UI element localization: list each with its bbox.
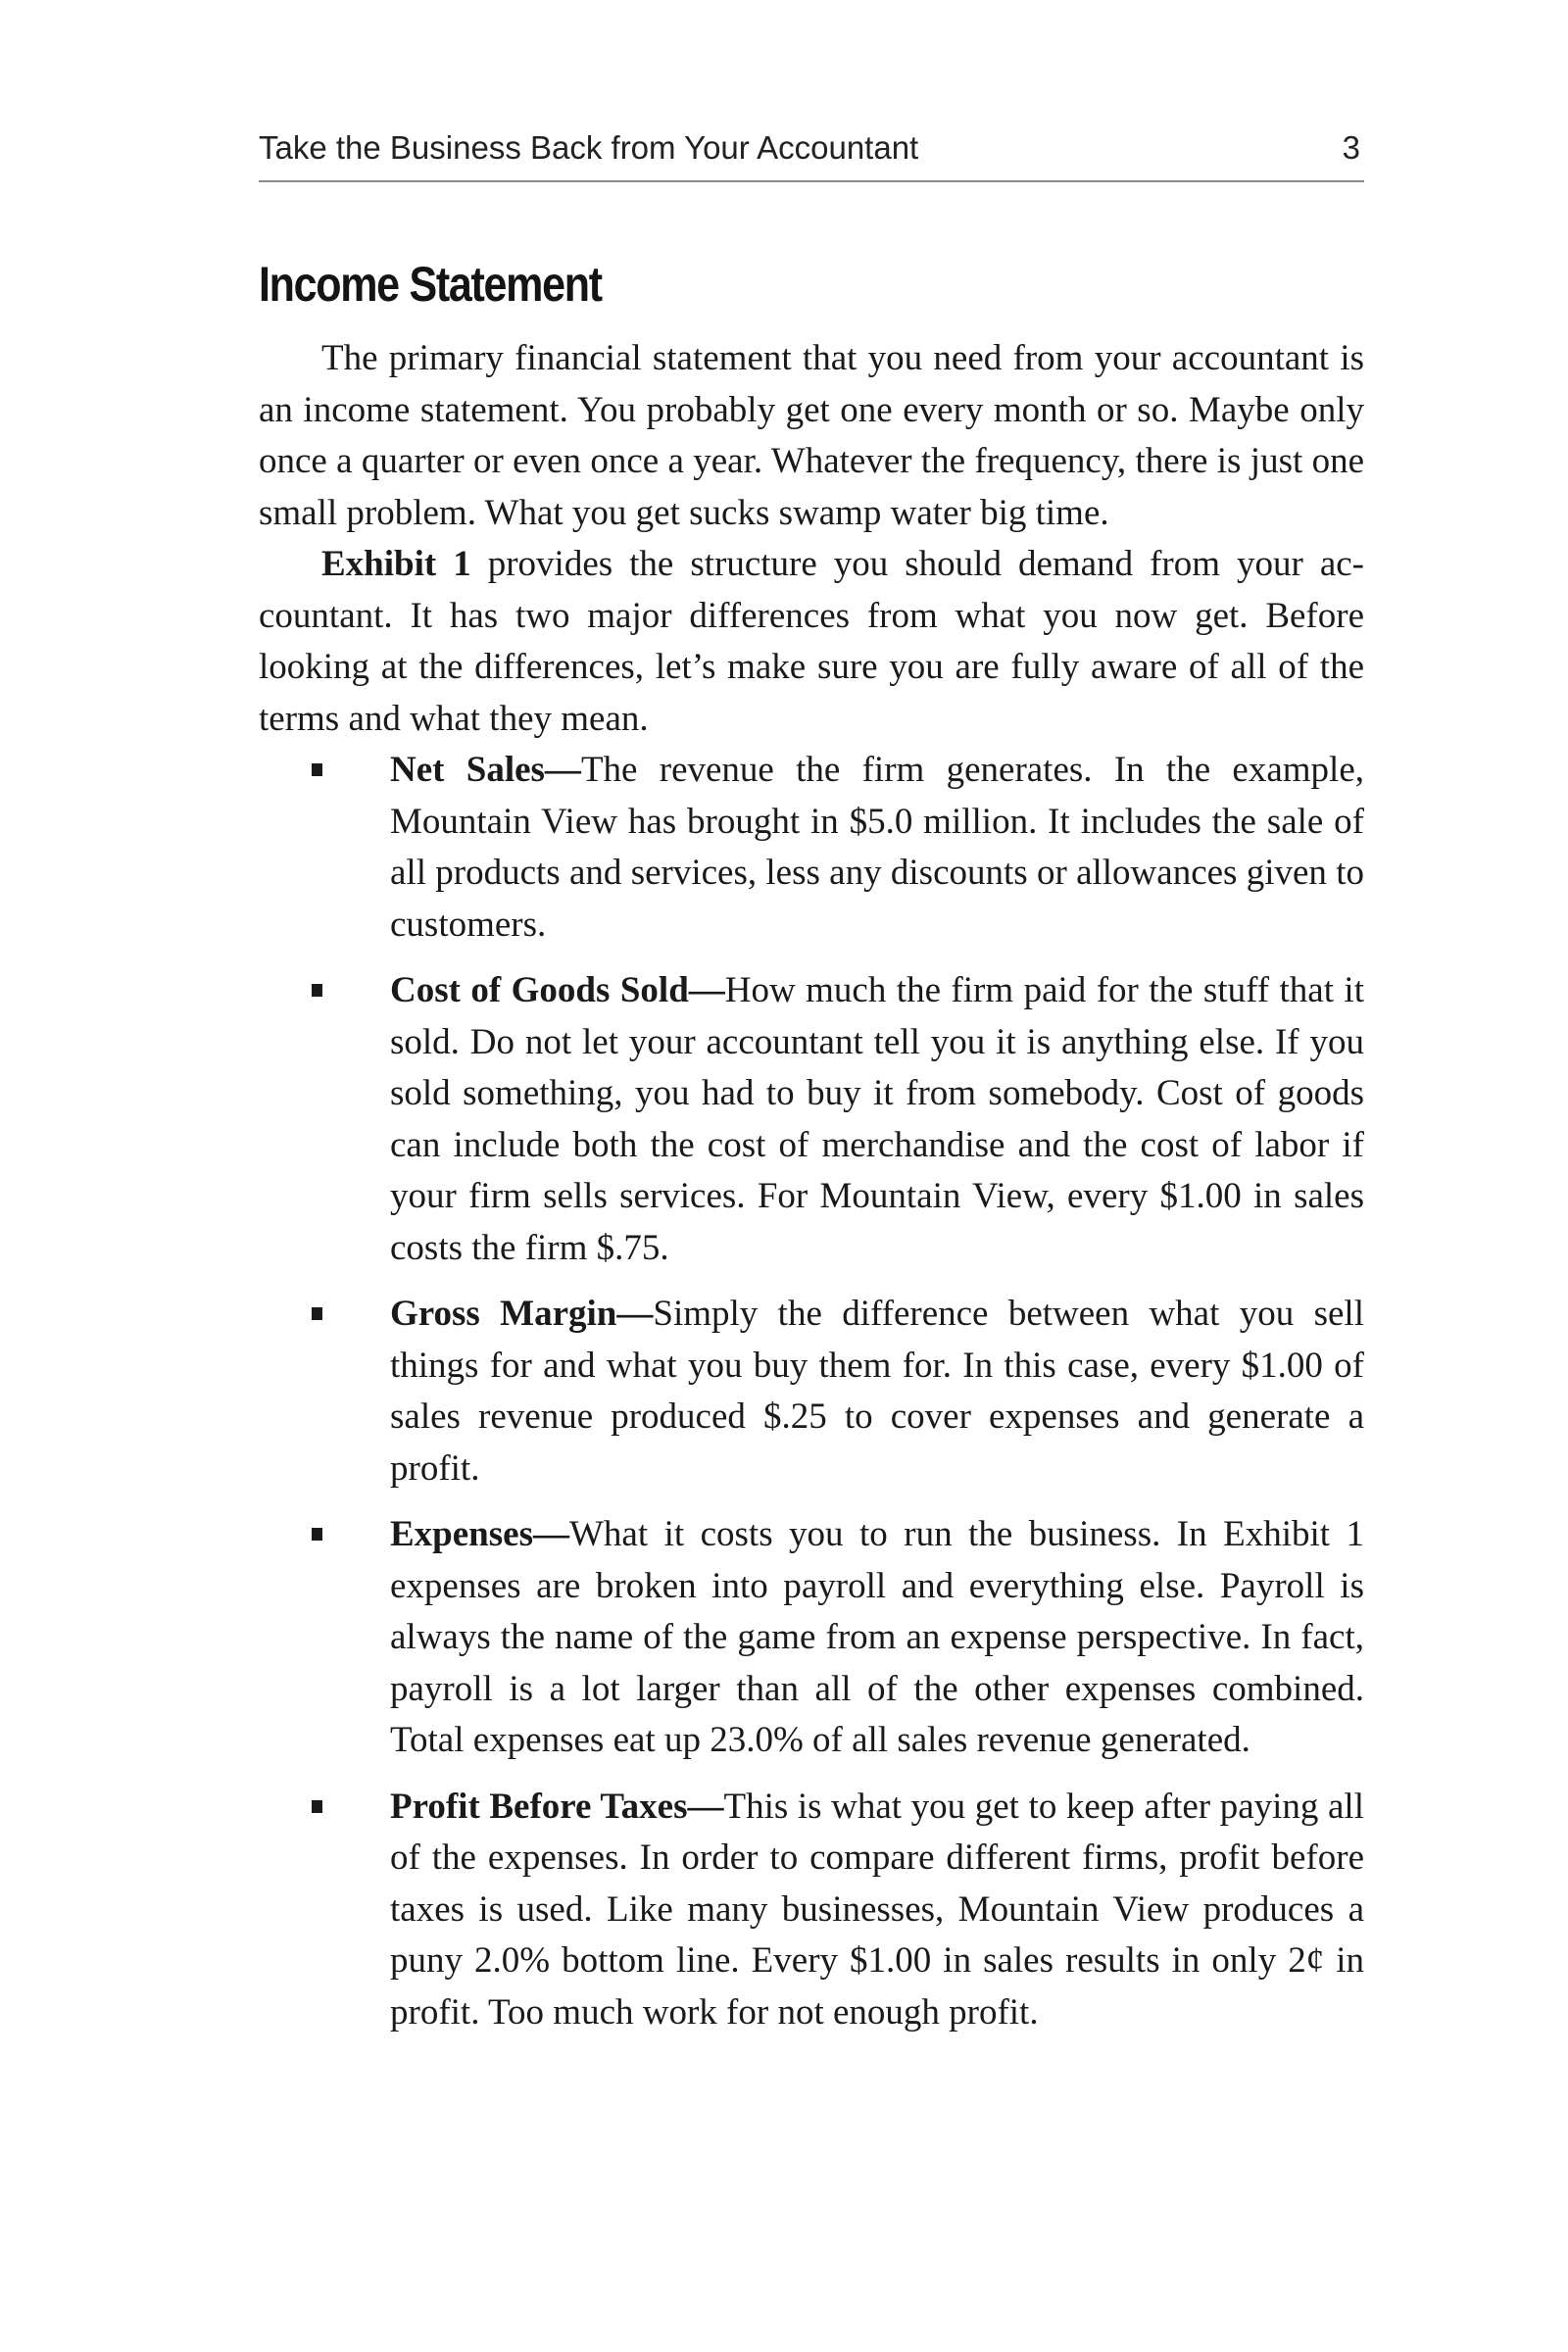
terms-list — [259, 745, 1364, 2038]
list-item-cost-of-goods-sold — [390, 965, 1364, 1274]
term-label: Profit Before Taxes— — [390, 1786, 724, 1827]
term-label: Net Sales— — [390, 750, 581, 790]
term-definition: How much the firm paid for the stuff that it sold. Do not let your accountant tell you it is anything else. If you sold something, you had to buy it from somebody. Cost of goods can include both the cost of merchandise and the cost of labor if your firm sells services. For Mountain View, every $1.00 in sales costs the firm $.75. — [390, 970, 1364, 1268]
list-item-profit-before-taxes — [390, 1782, 1364, 2039]
paragraph-text: provides the structure you should demand from your accountant. It has two major differences from what you now get. Before looking at the differences, let’s make sure you are fully aware of all of the terms and what they mean. — [259, 544, 1364, 739]
square-bullet-icon — [312, 984, 322, 997]
term-label: Cost of Goods Sold— — [390, 970, 725, 1010]
body-text — [259, 333, 1364, 2053]
term-label: Expenses— — [390, 1514, 569, 1554]
square-bullet-icon — [312, 1800, 322, 1813]
square-bullet-icon — [312, 763, 322, 776]
paragraph-exhibit — [259, 539, 1364, 745]
list-item-gross-margin — [390, 1289, 1364, 1494]
term-definition: What it costs you to run the business. In Exhibit 1 expenses are broken into payroll and everything else. Payroll is always the name of the game from an expense perspective. In fact, payroll is a lot larger than all of the other expenses combined. Total expenses eat up 23.0% of all sales revenue generated. — [390, 1514, 1364, 1760]
term-definition: Simply the difference between what you sell things for and what you buy them for. In this case, every $1.00 of sales revenue produced $.25 to cover expenses and generate a profit. — [390, 1294, 1364, 1489]
section-title: Income Statement — [259, 257, 602, 312]
list-item-expenses — [390, 1509, 1364, 1767]
square-bullet-icon — [312, 1307, 322, 1320]
header-rule — [259, 180, 1364, 182]
paragraph-text: The primary financial statement that you need from your accountant is an income statement. You probably get one every month or so. Maybe only once a quarter or even once a year. Whatever the frequency, there is just one small problem. What you get sucks swamp water big time. — [259, 338, 1364, 533]
running-title: Take the Business Back from Your Accountant — [259, 129, 919, 166]
paragraph-intro — [259, 333, 1364, 539]
paragraph-lead: Exhibit 1 — [321, 544, 471, 584]
term-definition: The revenue the firm generates. In the example, Mountain View has brought in $5.0 million. It includes the sale of all products and services, less any discounts or allowances given to customers. — [390, 750, 1364, 945]
term-definition: This is what you get to keep after paying all of the expenses. In order to compare different firms, profit before taxes is used. Like many businesses, Mountain View produces a puny 2.0% bottom line. Every $1.00 in sales results in only 2¢ in profit. Too much work for not enough profit. — [390, 1786, 1364, 2033]
running-header — [259, 124, 1364, 172]
page-number: 3 — [1342, 129, 1360, 166]
list-item-net-sales — [390, 745, 1364, 951]
term-label: Gross Margin— — [390, 1294, 654, 1334]
square-bullet-icon — [312, 1528, 322, 1541]
